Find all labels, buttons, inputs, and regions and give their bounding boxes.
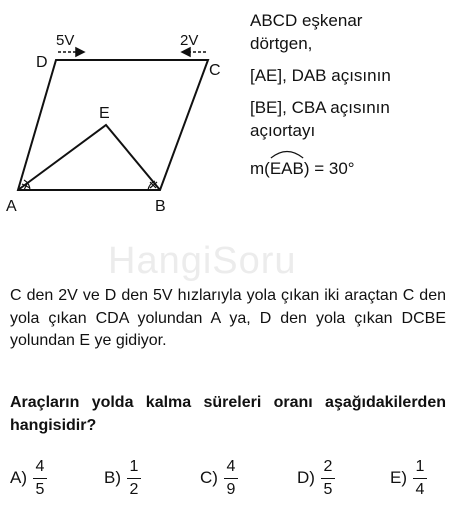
speed-label-c: 2V [180,32,199,49]
option-c-fraction: $\frac{4}{9}$ [224,458,238,499]
arrow-right-icon [58,48,84,56]
option-c[interactable]: C) $\frac{4}{9}$ [200,452,238,504]
angle-arc: EAB [270,158,304,180]
given-line-2: dörtgen, [250,34,313,53]
given-line-4: [BE], CBA açısının [250,98,390,117]
point-label-e: E [99,105,110,122]
point-label-b: B [155,198,166,215]
option-e-fraction: $\frac{1}{4}$ [413,458,427,499]
option-b-fraction: $\frac{1}{2}$ [127,458,141,499]
option-a-fraction: $\frac{4}{5}$ [33,458,47,499]
rhombus-abcd [18,60,208,190]
point-label-a: A [6,198,17,215]
point-label-d: D [36,54,48,71]
question-text: C den 2V ve D den 5V hızlarıyla yola çıkan iki araçtan C den yola çıkan CDA yolundan A ya, D den yola çıkan DCBE yolundan E ye gidiyor. [10,287,446,349]
option-d-fraction: $\frac{2}{5}$ [321,458,335,499]
given-line-3: [AE], DAB açısının [250,66,391,85]
question-prompt: Araçların yolda kalma süreleri oranı aşağıdakilerden hangisidir? [10,394,446,434]
option-d[interactable]: D) $\frac{2}{5}$ [297,452,335,504]
bisector-lines [18,125,160,190]
point-label-c: C [209,62,221,79]
speed-label-d: 5V [56,32,75,49]
arrow-left-icon [182,48,208,56]
option-a[interactable]: A) $\frac{4}{5}$ [10,452,47,504]
given-line-5: açıortayı [250,121,316,140]
option-e[interactable]: E) $\frac{1}{4}$ [390,452,427,504]
watermark: HangiSoru [108,240,297,282]
angle-measure: m( EAB) = 30° [250,158,355,180]
rhombus-figure [0,0,250,230]
given-line-1: ABCD eşkenar [250,11,363,30]
option-b[interactable]: B) $\frac{1}{2}$ [104,452,141,504]
